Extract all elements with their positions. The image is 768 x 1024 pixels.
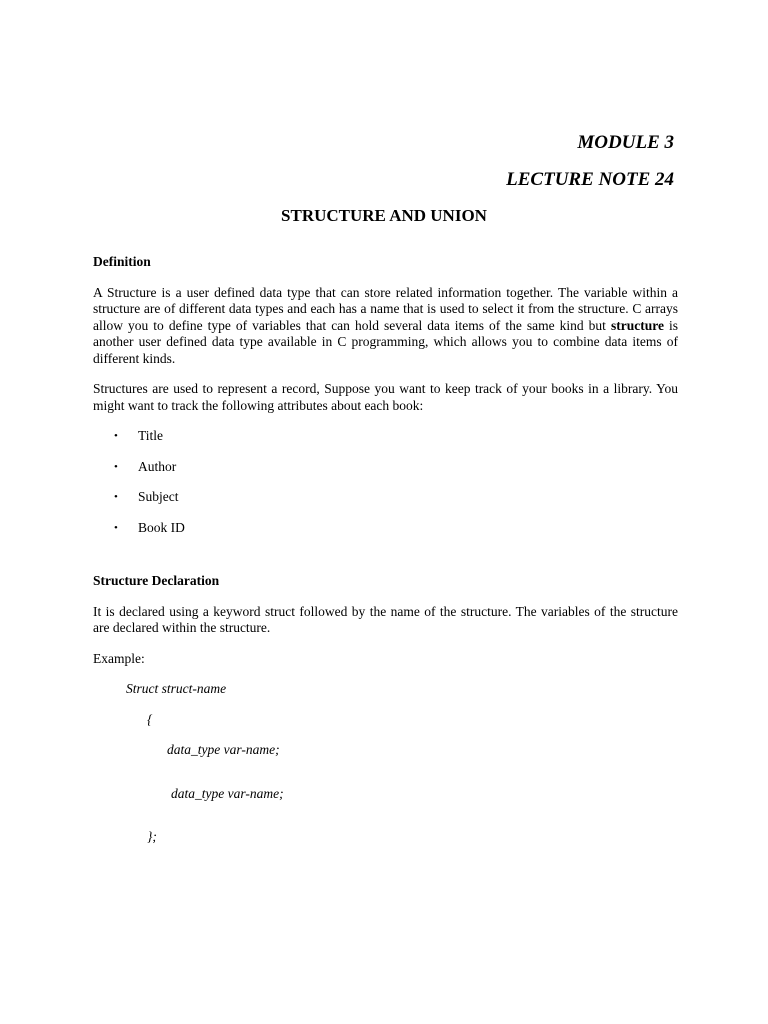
- bullet-icon: •: [114, 491, 118, 503]
- document-body: [93, 254, 678, 846]
- declaration-paragraph: It is declared using a keyword struct followed by the name of the structure. The variables of the structure are declared within the structure.: [93, 603, 678, 635]
- definition-text-part1: A Structure is a user defined data type that can store related information together. The variable within a structure are of different data types and each has a name that is used to select it from the structure. C arrays allow you to define type of variables that can hold several data items of the same kind but: [93, 284, 678, 333]
- bullet-icon: •: [114, 521, 118, 534]
- list-item: [93, 489, 678, 520]
- definition-paragraph: [93, 285, 678, 368]
- module-label: MODULE 3: [577, 132, 674, 153]
- attribute-subject: Subject: [138, 489, 179, 504]
- bullet-icon: •: [114, 430, 118, 442]
- code-member-line-2: data_type var-name;: [171, 785, 284, 801]
- declaration-heading: Structure Declaration: [93, 573, 220, 588]
- records-paragraph: Structures are used to represent a record, Suppose you want to keep track of your books in a library. You might want to track the following attributes about each book:: [93, 381, 678, 413]
- example-label: Example:: [93, 650, 145, 666]
- code-open-brace: {: [147, 711, 153, 727]
- attribute-title: Title: [138, 428, 164, 443]
- bullet-icon: •: [114, 460, 118, 473]
- code-close-brace: };: [147, 829, 157, 844]
- code-struct-line: Struct struct-name: [126, 681, 227, 696]
- definition-heading: Definition: [93, 254, 151, 269]
- lecture-note-label: LECTURE NOTE 24: [506, 169, 674, 190]
- attribute-list: [93, 428, 678, 550]
- code-member-line-1: data_type var-name;: [167, 742, 280, 757]
- attribute-author: Author: [138, 458, 177, 474]
- list-item: [93, 428, 678, 459]
- page-title: STRUCTURE AND UNION: [281, 206, 487, 225]
- attribute-book-id: Book ID: [138, 519, 185, 535]
- definition-text-part2: is another user defined data type available in C programming, which allows you to combine data items of different kinds.: [93, 317, 678, 366]
- list-item: [93, 459, 678, 490]
- list-item: [93, 520, 678, 551]
- definition-bold-term: structure: [610, 317, 664, 333]
